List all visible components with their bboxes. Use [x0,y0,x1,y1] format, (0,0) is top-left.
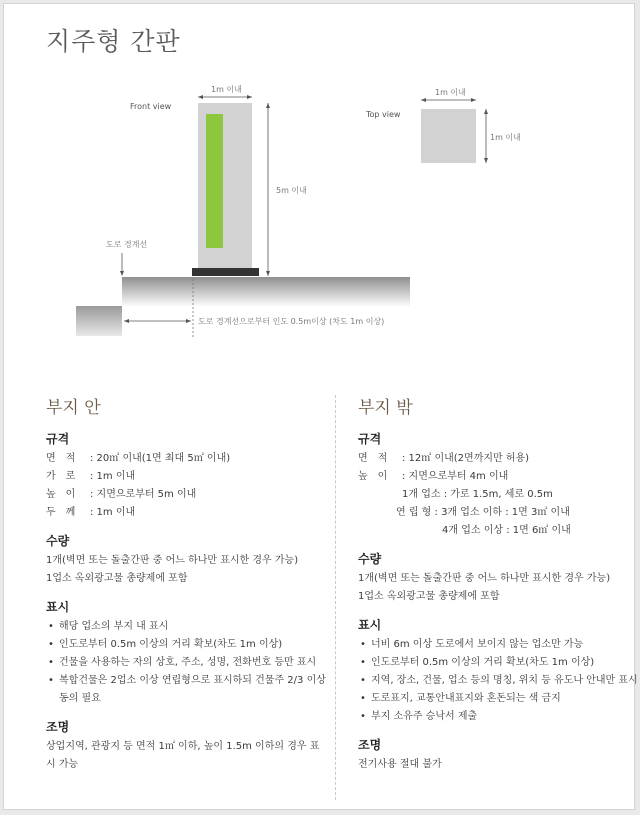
one-shop-line: 1개 업소 : 가로 1.5m, 세로 0.5m [402,489,553,500]
inside-display-list [46,618,326,708]
outside-title: 부지 밖 [358,398,413,418]
top-view-square [421,109,476,163]
sign-base [192,268,259,276]
qty-line: 1개(벽면 또는 돌출간판 중 어느 하나만 표시한 경우 가능) [46,555,299,566]
spec-key: 면 적 [358,453,388,464]
sign-panel [206,114,223,248]
list-item: • 도로표지, 교통안내표지와 혼돈되는 색 금지 [358,690,630,708]
list-item: • 인도로부터 0.5m 이상의 거리 확보(차도 1m 이상) [358,654,630,672]
arrow-head [198,95,203,99]
inside-light-heading: 조명 [46,720,70,734]
front-width-label: 1m 이내 [211,85,242,94]
ground [122,277,410,307]
inside-section [46,393,326,774]
setback-label: 도로 경계선으로부터 인도 0.5m이상 (차도 1m 이상) [198,317,385,326]
list-item: • 인도로부터 0.5m 이상의 거리 확보(차도 1m 이상) [46,636,326,654]
top-width-label: 1m 이내 [435,88,466,97]
qty-line: 1업소 옥외광고물 총량제에 포함 [46,573,188,584]
arrow-head [484,109,488,114]
spec-row [46,486,326,504]
qty-line: 1개(벽면 또는 돌출간판 중 어느 하나만 표시한 경우 가능) [358,573,611,584]
spec-key: 두 께 [46,507,76,518]
spec-key: 높 이 [46,489,76,500]
joint-line-2: 4개 업소 이상 : 1면 6㎡ 이내 [442,525,571,536]
height-label: 5m 이내 [276,186,307,195]
outside-display-list [358,636,638,726]
list-item: • 해당 업소의 부지 내 표시 [46,618,326,636]
list-item: • 부지 소유주 승낙서 제출 [358,708,630,726]
list-item: • 복합건물은 2업소 이상 연립형으로 표시하되 건물주 2/3 이상 동의 필요 [46,672,326,708]
page-title: 지주형 간판 [46,27,181,56]
arrow-head [266,103,270,108]
outside-display-heading: 표시 [358,618,382,632]
spec-row [46,468,326,486]
road-line-label: 도로 경계선 [106,240,148,249]
spec-key: 가 로 [46,471,76,482]
qty-line: 1업소 옥외광고물 총량제에 포함 [358,591,500,602]
outside-light-text: 전기사용 절대 불가 [358,759,442,770]
spec-row [46,450,326,468]
arrow-head [484,158,488,163]
inside-light-text: 상업지역, 관광지 등 면적 1㎡ 이하, 높이 1.5m 이하의 경우 표시 가능 [46,741,320,770]
inside-title: 부지 안 [46,398,101,418]
arrow-head [471,98,476,102]
top-depth-label: 1m 이내 [490,133,521,142]
arrow-head [421,98,426,102]
joint-line-1: 연 립 형 : 3개 업소 이하 : 1면 3㎡ 이내 [396,507,570,518]
spec-value: : 20㎡ 이내(1면 최대 5㎡ 이내) [90,453,231,464]
sign-diagram [0,0,640,390]
outside-spec-heading: 규격 [358,432,382,446]
arrow-head [266,271,270,276]
spec-value: : 1m 이내 [90,507,136,518]
outside-light-heading: 조명 [358,738,382,752]
arrow-head [120,271,124,276]
spec-key: 높 이 [358,471,388,482]
road-step [76,306,122,336]
list-item: • 건물을 사용하는 자의 상호, 주소, 성명, 전화번호 등만 표시 [46,654,326,672]
list-item: • 지역, 장소, 건물, 업소 등의 명칭, 위치 등 유도나 안내만 표시 [358,672,630,690]
spec-key: 면 적 [46,453,76,464]
spec-value: : 지면으로부터 5m 이내 [90,489,197,500]
outside-section [358,393,638,774]
spec-value: : 지면으로부터 4m 이내 [402,471,509,482]
column-divider [335,395,336,800]
list-item: • 너비 6m 이상 도로에서 보이지 않는 업소만 가능 [358,636,630,654]
outside-qty-heading: 수량 [358,552,382,566]
spec-row [358,450,630,468]
spec-row [358,468,630,486]
spec-row [46,504,326,522]
arrow-head [247,95,252,99]
inside-spec-heading: 규격 [46,432,70,446]
spec-value: : 12㎡ 이내(2면까지만 허용) [402,453,530,464]
spec-value: : 1m 이내 [90,471,136,482]
inside-qty-heading: 수량 [46,534,70,548]
arrow-head [186,319,191,323]
arrow-head [124,319,129,323]
top-view-label: Top view [366,110,401,119]
front-view-label: Front view [130,102,172,111]
inside-display-heading: 표시 [46,600,70,614]
